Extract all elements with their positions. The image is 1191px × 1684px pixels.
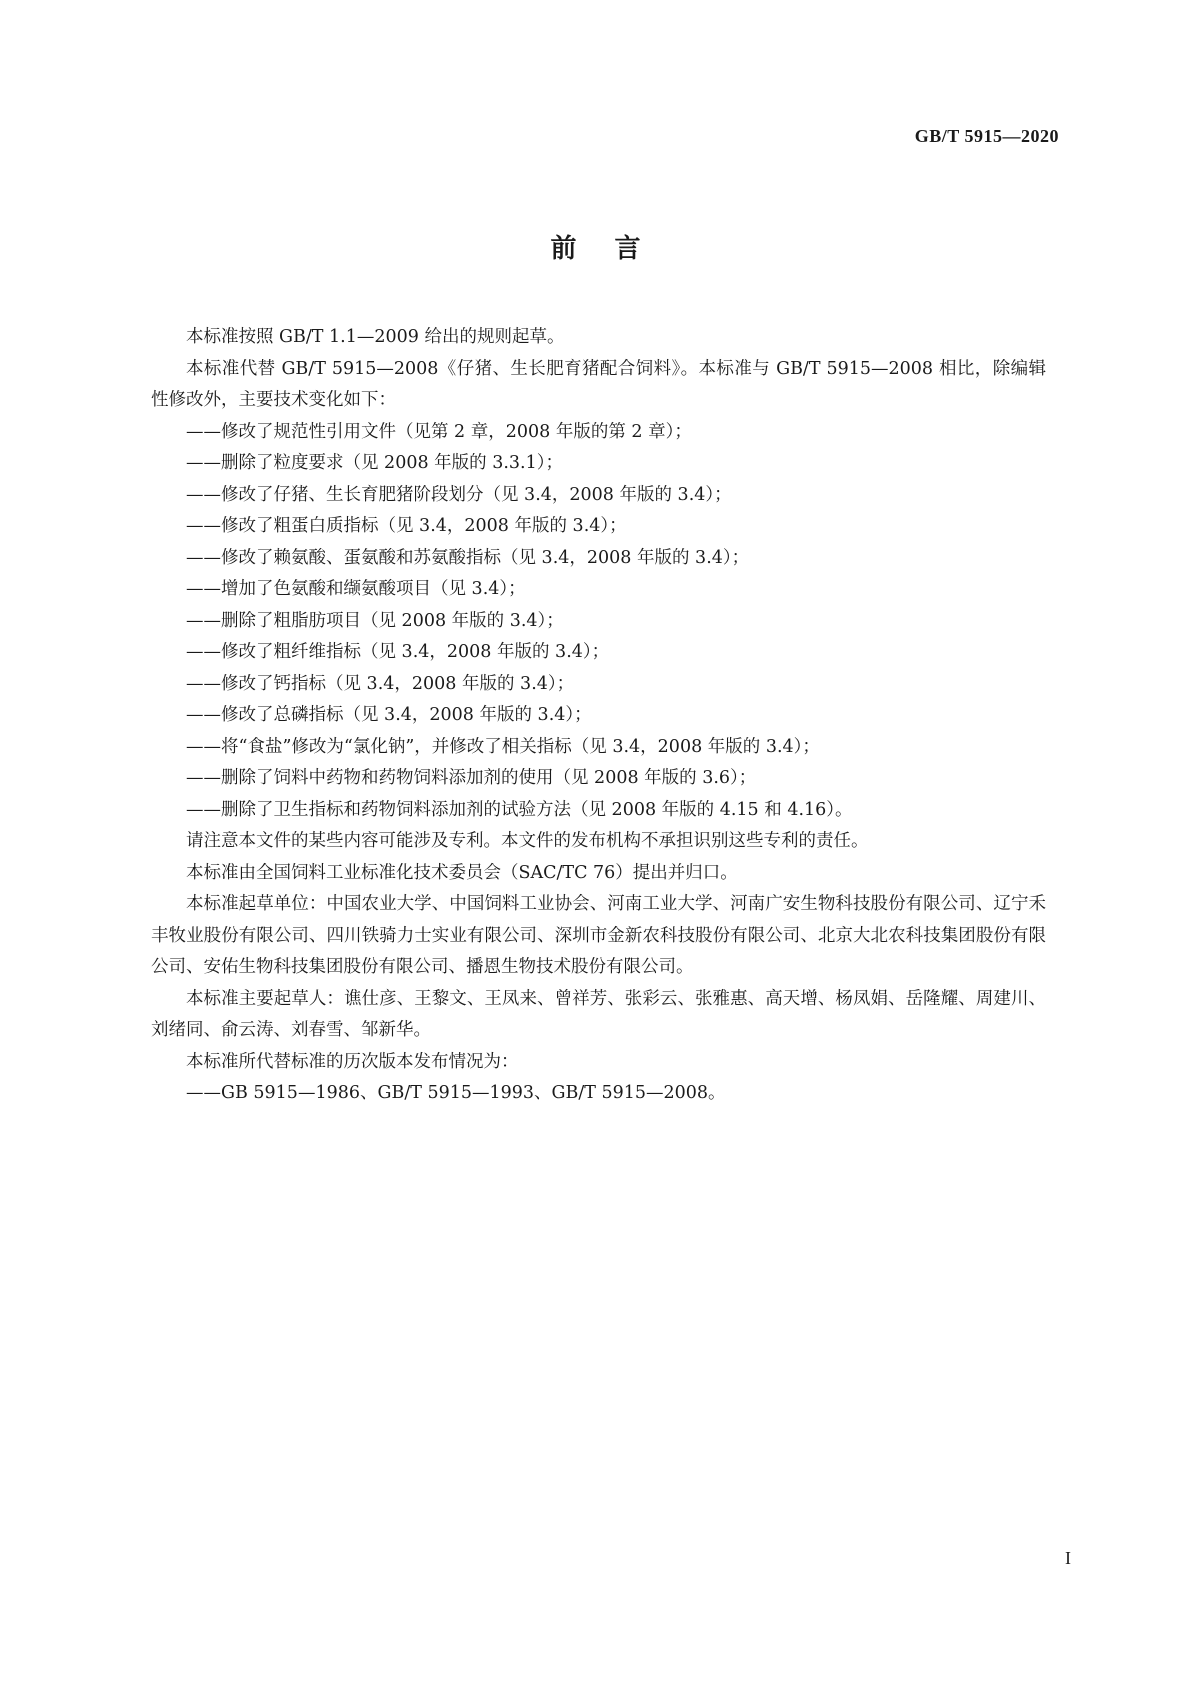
list-item: ——修改了赖氨酸、蛋氨酸和苏氨酸指标（见 3.4，2008 年版的 3.4）； — [186, 547, 750, 568]
paragraph-history-intro: 本标准所代替标准的历次版本发布情况为： — [186, 1051, 519, 1072]
paragraph-proposer: 本标准由全国饲料工业标准化技术委员会（SAC/TC 76）提出并归口。 — [186, 862, 738, 883]
standard-number: GB/T 5915—2020 — [914, 126, 1059, 146]
list-item: ——修改了规范性引用文件（见第 2 章，2008 年版的第 2 章）； — [186, 421, 692, 442]
list-item: ——删除了粗脂肪项目（见 2008 年版的 3.4）； — [186, 610, 564, 631]
paragraph-drafting-rules: 本标准按照 GB/T 1.1—2009 给出的规则起草。 — [186, 327, 565, 347]
paragraph-replacement: 本标准代替 GB/T 5915—2008《仔猪、生长肥育猪配合饲料》。本标准与 GB/T 5915—2008 相比，除编辑性修改外，主要技术变化如下： — [151, 358, 1046, 410]
page-title: 前言 — [550, 234, 679, 264]
list-item: ——删除了卫生指标和药物饲料添加剂的试验方法（见 2008 年版的 4.15 和 4.16）。 — [186, 799, 853, 820]
list-item: ——修改了仔猪、生长育肥猪阶段划分（见 3.4，2008 年版的 3.4）； — [186, 484, 732, 505]
list-item: ——增加了色氨酸和缬氨酸项目（见 3.4）； — [186, 579, 526, 599]
list-item: ——修改了粗蛋白质指标（见 3.4，2008 年版的 3.4）； — [186, 516, 627, 536]
changes-list — [151, 417, 1046, 827]
paragraph-patent-notice: 请注意本文件的某些内容可能涉及专利。本文件的发布机构不承担识别这些专利的责任。 — [186, 831, 869, 851]
foreword-body — [151, 322, 1046, 1110]
list-item: ——删除了粒度要求（见 2008 年版的 3.3.1）； — [186, 453, 564, 473]
list-item: ——修改了粗纤维指标（见 3.4，2008 年版的 3.4）； — [186, 642, 610, 662]
list-item: ——GB 5915—1986、GB/T 5915—1993、GB/T 5915—2008。 — [186, 1083, 726, 1103]
list-item: ——将“食盐”修改为“氯化钠”，并修改了相关指标（见 3.4，2008 年版的 3.4）； — [186, 736, 820, 757]
list-item: ——修改了钙指标（见 3.4，2008 年版的 3.4）； — [186, 673, 575, 694]
page-number: I — [1065, 1548, 1071, 1568]
list-item: ——删除了饲料中药物和药物饲料添加剂的使用（见 2008 年版的 3.6）； — [186, 768, 757, 788]
paragraph-drafting-units: 本标准起草单位：中国农业大学、中国饲料工业协会、河南工业大学、河南广安生物科技股份有限公司、辽宁禾丰牧业股份有限公司、四川铁骑力士实业有限公司、深圳市金新农科技股份有限公司、北京大北农科技集团股份有限公司、安佑生物科技集团股份有限公司、播恩生物技术股份有限公司。 — [151, 894, 1046, 977]
list-item: ——修改了总磷指标（见 3.4，2008 年版的 3.4）； — [186, 705, 592, 725]
history-list — [151, 1078, 1046, 1110]
paragraph-drafters: 本标准主要起草人：谯仕彦、王黎文、王凤来、曾祥芳、张彩云、张雅惠、高天增、杨凤娟、岳隆耀、周建川、刘绪同、俞云涛、刘春雪、邹新华。 — [151, 988, 1046, 1040]
